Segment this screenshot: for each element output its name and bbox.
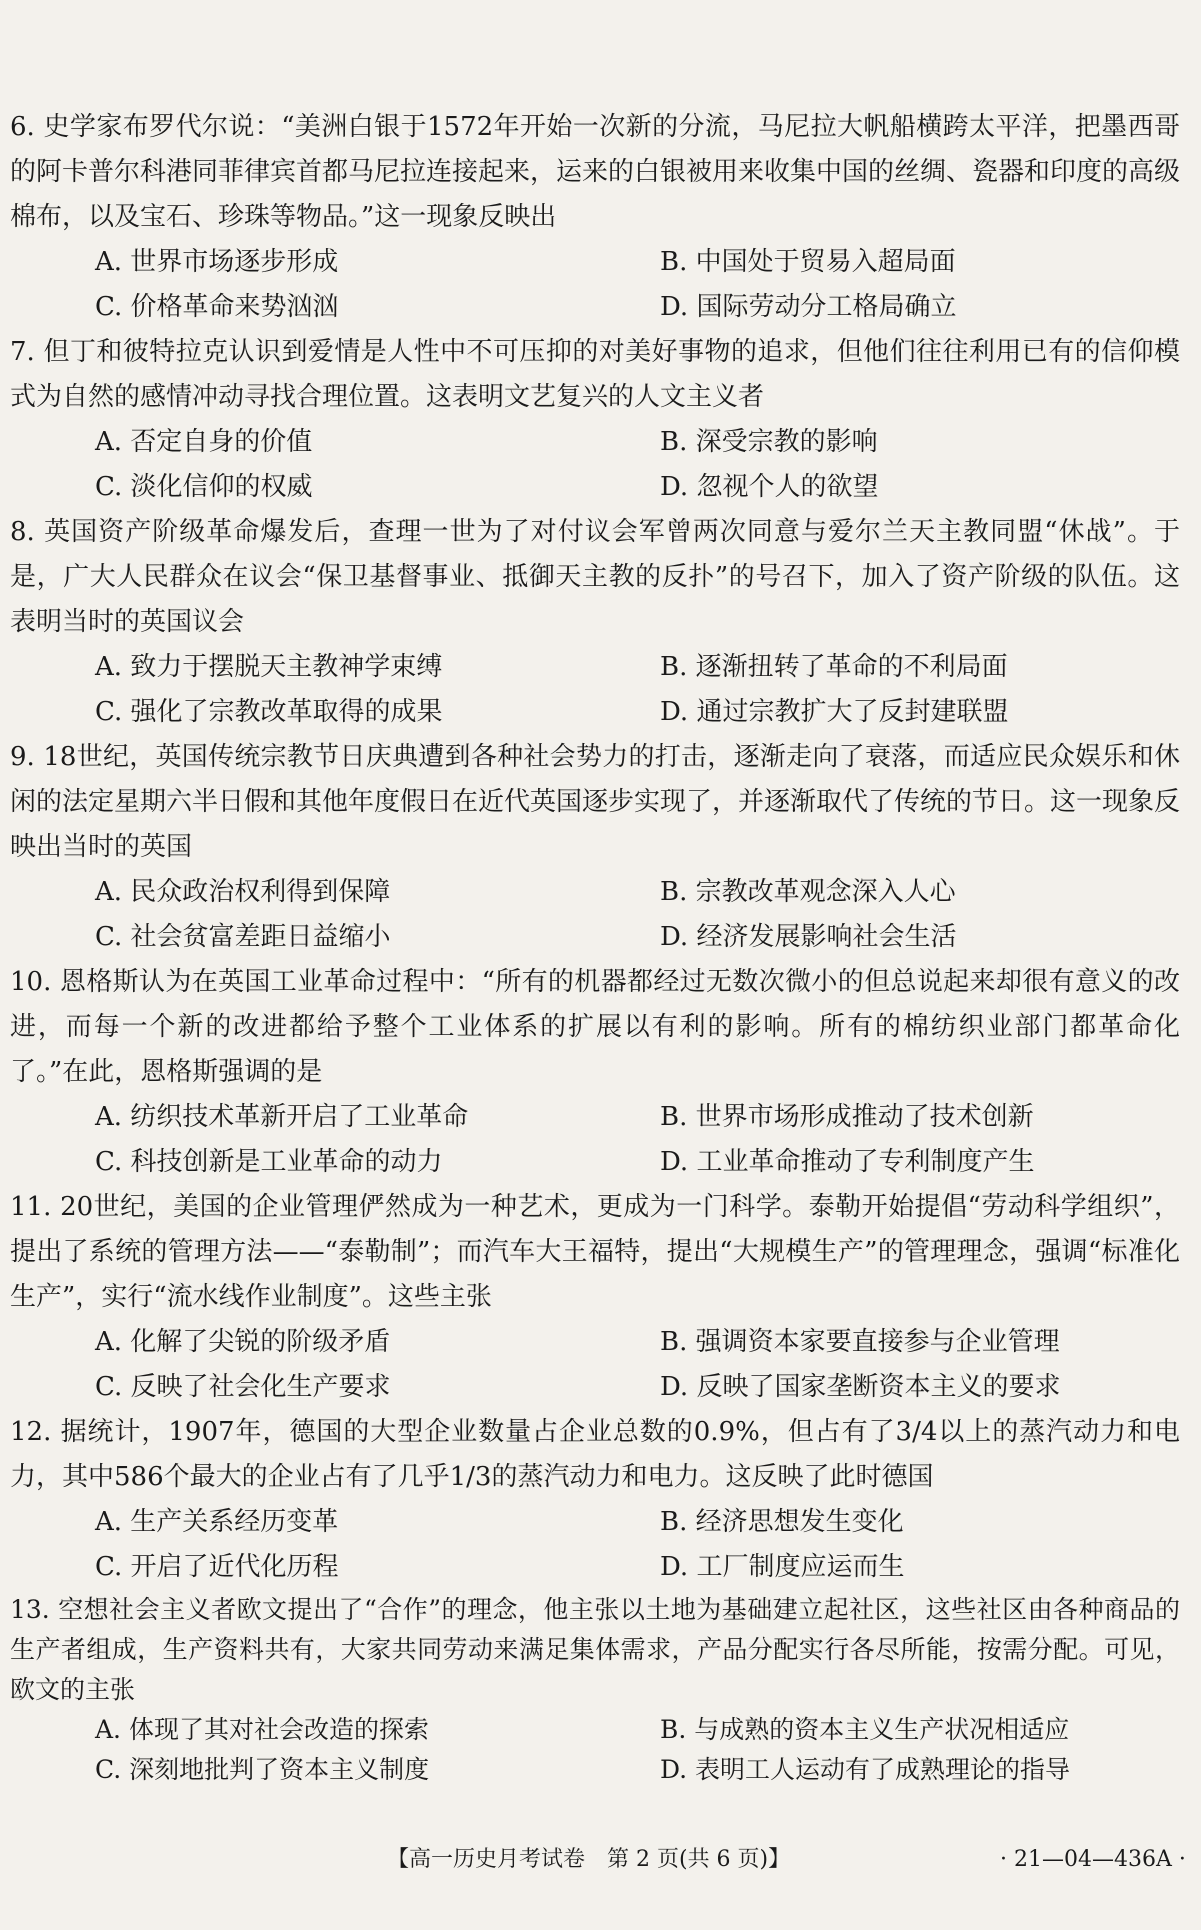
question-6 bbox=[0, 105, 1201, 330]
option-a: A. 世界市场逐步形成 bbox=[95, 247, 339, 277]
option-a: A. 致力于摆脱天主教神学束缚 bbox=[95, 652, 443, 682]
question-stem: 10. 恩格斯认为在英国工业革命过程中：“所有的机器都经过无数次微小的但总说起来却很有意义的改进，而每一个新的改进都给予整个工业体系的扩展以有利的影响。所有的棉纺织业部门都革命化了。”在此，恩格斯强调的是 bbox=[10, 967, 1180, 1087]
question-8 bbox=[0, 510, 1201, 735]
option-c: C. 科技创新是工业革命的动力 bbox=[95, 1147, 443, 1177]
option-d: D. 国际劳动分工格局确立 bbox=[660, 292, 957, 322]
question-10 bbox=[0, 960, 1201, 1185]
question-9 bbox=[0, 735, 1201, 960]
option-b: B. 中国处于贸易入超局面 bbox=[660, 247, 956, 277]
footer-title: 【高一历史月考试卷 第 2 页(共 6 页)】 bbox=[387, 1847, 791, 1872]
option-c: C. 价格革命来势汹汹 bbox=[95, 292, 339, 322]
option-b: B. 世界市场形成推动了技术创新 bbox=[660, 1102, 1034, 1132]
option-d: D. 工业革命推动了专利制度产生 bbox=[660, 1147, 1035, 1177]
option-d: D. 忽视个人的欲望 bbox=[660, 472, 879, 502]
option-d: D. 通过宗教扩大了反封建联盟 bbox=[660, 697, 1009, 727]
option-b: B. 与成熟的资本主义生产状况相适应 bbox=[660, 1715, 1070, 1744]
option-d: D. 经济发展影响社会生活 bbox=[660, 922, 957, 952]
option-c: C. 淡化信仰的权威 bbox=[95, 472, 313, 502]
question-stem: 6. 史学家布罗代尔说：“美洲白银于1572年开始一次新的分流，马尼拉大帆船横跨太平洋，把墨西哥的阿卡普尔科港同菲律宾首都马尼拉连接起来，运来的白银被用来收集中国的丝绸、瓷器和印度的高级棉布，以及宝石、珍珠等物品。”这一现象反映出 bbox=[10, 112, 1181, 232]
question-stem: 13. 空想社会主义者欧文提出了“合作”的理念，他主张以土地为基础建立起社区，这些社区由各种商品的生产者组成，生产资料共有，大家共同劳动来满足集体需求，产品分配实行各尽所能，按需分配。可见，欧文的主张 bbox=[10, 1595, 1180, 1704]
option-d: D. 表明工人运动有了成熟理论的指导 bbox=[660, 1755, 1071, 1784]
option-c: C. 反映了社会化生产要求 bbox=[95, 1372, 391, 1402]
option-c: C. 社会贫富差距日益缩小 bbox=[95, 922, 391, 952]
option-a: A. 生产关系经历变革 bbox=[95, 1507, 339, 1537]
question-13 bbox=[0, 1590, 1201, 1790]
option-c: C. 强化了宗教改革取得的成果 bbox=[95, 697, 443, 727]
option-a: A. 化解了尖锐的阶级矛盾 bbox=[95, 1327, 391, 1357]
option-b: B. 强调资本家要直接参与企业管理 bbox=[660, 1327, 1060, 1357]
question-stem: 9. 18世纪，英国传统宗教节日庆典遭到各种社会势力的打击，逐渐走向了衰落，而适应民众娱乐和休闲的法定星期六半日假和其他年度假日在近代英国逐步实现了，并逐渐取代了传统的节日。这一现象反映出当时的英国 bbox=[10, 742, 1181, 862]
option-d: D. 反映了国家垄断资本主义的要求 bbox=[660, 1372, 1061, 1402]
question-7 bbox=[0, 330, 1201, 510]
question-stem: 12. 据统计，1907年，德国的大型企业数量占企业总数的0.9%，但占有了3/4以上的蒸汽动力和电力，其中586个最大的企业占有了几乎1/3的蒸汽动力和电力。这反映了此时德国 bbox=[10, 1417, 1180, 1492]
option-b: B. 经济思想发生变化 bbox=[660, 1507, 904, 1537]
option-a: A. 否定自身的价值 bbox=[95, 427, 313, 457]
page-footer bbox=[0, 1840, 1201, 1880]
option-a: A. 纺织技术革新开启了工业革命 bbox=[95, 1102, 469, 1132]
option-c: C. 深刻地批判了资本主义制度 bbox=[95, 1755, 430, 1784]
question-stem: 11. 20世纪，美国的企业管理俨然成为一种艺术，更成为一门科学。泰勒开始提倡“劳动科学组织”，提出了系统的管理方法——“泰勒制”；而汽车大王福特，提出“大规模生产”的管理理念，强调“标准化生产”，实行“流水线作业制度”。这些主张 bbox=[10, 1192, 1180, 1312]
question-12 bbox=[0, 1410, 1201, 1590]
option-b: B. 逐渐扭转了革命的不利局面 bbox=[660, 652, 1008, 682]
option-b: B. 宗教改革观念深入人心 bbox=[660, 877, 956, 907]
question-stem: 7. 但丁和彼特拉克认识到爱情是人性中不可压抑的对美好事物的追求，但他们往往利用已有的信仰模式为自然的感情冲动寻找合理位置。这表明文艺复兴的人文主义者 bbox=[10, 337, 1180, 412]
option-a: A. 民众政治权利得到保障 bbox=[95, 877, 391, 907]
question-11 bbox=[0, 1185, 1201, 1410]
option-b: B. 深受宗教的影响 bbox=[660, 427, 878, 457]
question-stem: 8. 英国资产阶级革命爆发后，查理一世为了对付议会军曾两次同意与爱尔兰天主教同盟“休战”。于是，广大人民群众在议会“保卫基督事业、抵御天主教的反扑”的号召下，加入了资产阶级的队伍。这表明当时的英国议会 bbox=[10, 517, 1180, 637]
footer-code: · 21—04—436A · bbox=[1000, 1847, 1186, 1872]
option-d: D. 工厂制度应运而生 bbox=[660, 1552, 905, 1582]
option-a: A. 体现了其对社会改造的探索 bbox=[95, 1715, 429, 1744]
option-c: C. 开启了近代化历程 bbox=[95, 1552, 339, 1582]
